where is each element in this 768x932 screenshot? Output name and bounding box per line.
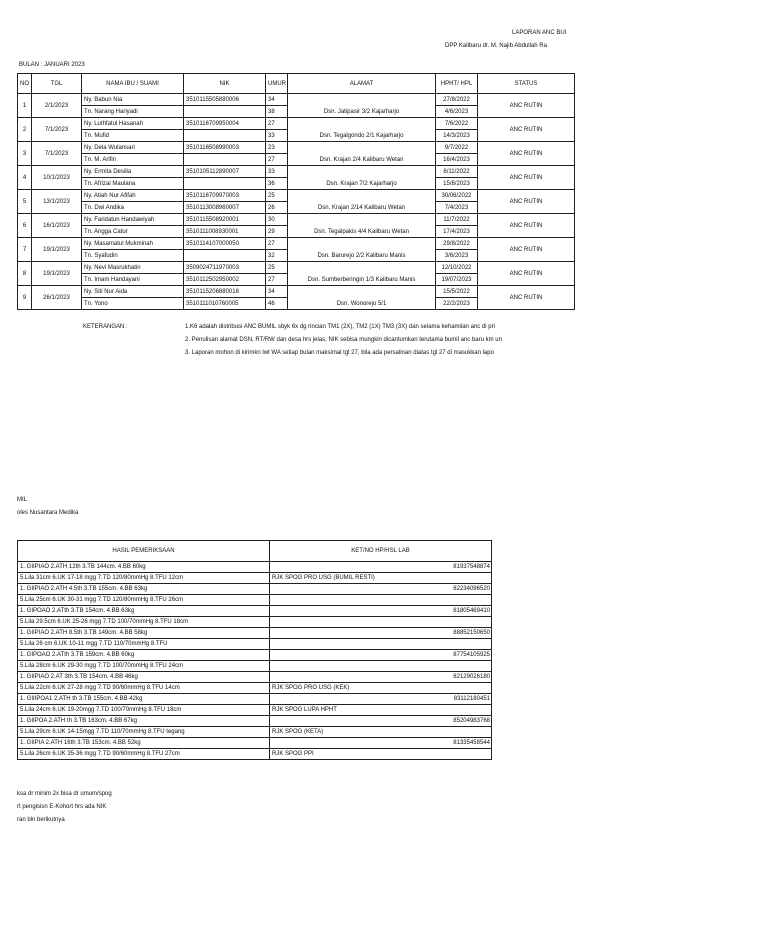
footer-note-2: rt pengisisn E-Kohort hrs ada NIK [17, 804, 107, 810]
cell-nik-ibu: 3510115206880018 [184, 286, 266, 298]
cell-hasil: 1. GIIPIAO 2.ATH 8.5th 3.TB 149cm. 4.BB 58kg [18, 628, 270, 639]
cell-status: ANC RUTIN [478, 214, 575, 238]
footer-note-3: ran bln berikutnya [17, 817, 65, 823]
cell-hpl: 15/8/2023 [436, 178, 478, 190]
cell-ket [270, 628, 492, 639]
cell-tgl: 7/1/2023 [32, 142, 82, 166]
cell-nik-suami [184, 106, 266, 118]
cell-ket [270, 672, 492, 683]
table-row [18, 705, 492, 716]
cell-nama-ibu: Ny. Dela Wulansari [82, 142, 184, 154]
cell-umur-suami: 38 [266, 106, 288, 118]
cell-hpht: 11/7/2022 [436, 214, 478, 226]
cell-hasil: 5.Lila 31cm 6.UK 17-18 mgg 7.TD 120/80mmHg 8.TFU 12cm [18, 573, 270, 584]
cell-hpl: 3/6/2023 [436, 250, 478, 262]
cell-ket [270, 683, 492, 694]
hasil-table-header [18, 541, 492, 562]
cell-tgl: 26/1/2023 [32, 286, 82, 310]
cell-alamat: Dsn. Wonorejo 5/1 [288, 286, 436, 310]
cell-ket [270, 573, 492, 584]
cell-ket [270, 738, 492, 749]
cell-status: ANC RUTIN [478, 142, 575, 166]
cell-nik-suami: 3510113008960007 [184, 202, 266, 214]
cell-hasil: 1. GIIPOA 2.ATH th 3.TB 163cm. 4.BB 67kg [18, 716, 270, 727]
cell-nama-suami: Tn. Angga Catur [82, 226, 184, 238]
cell-hpht: 29/8/2022 [436, 238, 478, 250]
cell-no: 5 [18, 190, 32, 214]
footer-note-1: ksa dr minim 2x bisa dr umum/spog [17, 791, 112, 797]
cell-ket-text: RJK SPOG PRO USG (KEK) [272, 685, 350, 691]
cell-ket [270, 617, 492, 628]
cell-nama-ibu: Ny. Atiah Nur Afifah [82, 190, 184, 202]
cell-alamat: Dsn. Krajan 2/14 Kalibaru Wetan [288, 190, 436, 214]
table-row [18, 727, 492, 738]
cell-tgl: 16/1/2023 [32, 214, 82, 238]
cell-status: ANC RUTIN [478, 286, 575, 310]
cell-hpl: 4/6/2023 [436, 106, 478, 118]
cell-status: ANC RUTIN [478, 118, 575, 142]
cell-ket [270, 584, 492, 595]
cell-alamat: Dsn. Tegalgondo 2/1 Kajarharjo [288, 118, 436, 142]
cell-tgl: 10/1/2023 [32, 166, 82, 190]
cell-ket [270, 661, 492, 672]
cell-umur-ibu: 27 [266, 118, 288, 130]
table-row [18, 573, 492, 584]
cell-tgl: 7/1/2023 [32, 118, 82, 142]
cell-hasil: 1. GIIPIAO 2.ATH 12th 3.TB 144cm. 4.BB 60kg [18, 562, 270, 573]
cell-alamat: Dsn. Barurejo 2/2 Kalibaru Manis [288, 238, 436, 262]
keterangan-note-1: 1.K6 adalah distribusi ANC BUMIL sbyk 6x dg rincian TM1 (2X), TM2 (1X) TM3 (3X) dan selama kehamilan anc di pri [185, 324, 495, 330]
cell-hpht: 12/10/2022 [436, 262, 478, 274]
table-row [18, 584, 492, 595]
cell-umur-ibu: 34 [266, 94, 288, 106]
cell-hp: 83112180451 [453, 696, 490, 702]
page2-line-1: MIL [17, 497, 28, 503]
cell-nik-ibu: 3510114107000050 [184, 238, 266, 250]
table-row [18, 166, 575, 178]
keterangan-note-2: 2. Penulisan alamat DSN, RT/RW dan desa hrs jelas, NIK sebisa mungkin dicantumkan terutama bumil anc baru km un [185, 337, 502, 343]
cell-ket-text: RJK SPOG LUPA HPHT [272, 707, 337, 713]
cell-hp: 82129026180 [453, 674, 490, 680]
cell-umur-suami: 32 [266, 250, 288, 262]
cell-hasil: 5.Lila 26cm 6.UK 35-36 mgg 7.TD 90/60mmHg 8.TFU 27cm [18, 749, 270, 760]
cell-status: ANC RUTIN [478, 166, 575, 190]
cell-umur-ibu: 25 [266, 190, 288, 202]
cell-nama-suami: Tn. M. Arifin [82, 154, 184, 166]
col-ket: KET/NO HP/HSL LAB [270, 541, 492, 562]
cell-hpl: 16/4/2023 [436, 154, 478, 166]
cell-ket-text: RJK SPOG PRO USG (BUMIL RESTI) [272, 575, 375, 581]
cell-nama-ibu: Ny. Siti Nur Aida [82, 286, 184, 298]
cell-ket [270, 749, 492, 760]
col-no: NO [18, 74, 32, 94]
cell-hp: 81335458544 [453, 740, 490, 746]
cell-umur-suami: 36 [266, 178, 288, 190]
table-row [18, 286, 575, 298]
cell-ket [270, 595, 492, 606]
keterangan-note-3: 3. Laporan mohon di kirimkn lwt WA setiap bulan maksimal tgl 27, bila ada persalinan diatas tgl 27 di masukkan lapo [185, 350, 494, 356]
cell-no: 6 [18, 214, 32, 238]
cell-umur-suami: 46 [266, 298, 288, 310]
cell-alamat: Dsn. Tegalpakis 4/4 Kalibaru Wetan [288, 214, 436, 238]
cell-status: ANC RUTIN [478, 94, 575, 118]
cell-hpl: 22/2/2023 [436, 298, 478, 310]
cell-hp: 81805469410 [453, 608, 490, 614]
col-hasil: HASIL PEMERIKSAAN [18, 541, 270, 562]
table-row [18, 749, 492, 760]
cell-nik-suami [184, 130, 266, 142]
cell-nik-ibu: 3510116709950004 [184, 118, 266, 130]
cell-hasil: 1. GIIPIAO 2.AT 3th 3.TB 154cm. 4.BB 46kg [18, 672, 270, 683]
cell-no: 4 [18, 166, 32, 190]
table-row [18, 238, 575, 250]
cell-ket [270, 639, 492, 650]
cell-umur-ibu: 23 [266, 142, 288, 154]
table-row [18, 142, 575, 154]
table-row [18, 683, 492, 694]
cell-nama-ibu: Ny. Masamatul Mukminah [82, 238, 184, 250]
cell-hpht: 9/7/2022 [436, 142, 478, 154]
cell-nik-suami [184, 178, 266, 190]
cell-hpl: 19/07/2023 [436, 274, 478, 286]
cell-hasil: 1. GIIPIAO 2.ATH 4.5th 3.TB 155cm. 4.BB 63kg [18, 584, 270, 595]
cell-hasil: 5.Lila 29cm 6.UK 14-15mgg 7.TD 110/70mmHg 8.TFU tegang [18, 727, 270, 738]
cell-no: 8 [18, 262, 32, 286]
cell-hpht: 27/8/2022 [436, 94, 478, 106]
cell-no: 3 [18, 142, 32, 166]
anc-table-header [18, 74, 575, 94]
cell-nik-suami: 3510111010760005 [184, 298, 266, 310]
cell-status: ANC RUTIN [478, 262, 575, 286]
table-row [18, 650, 492, 661]
cell-nama-suami: Tn. Afrizal Maulana [82, 178, 184, 190]
cell-nik-ibu: 3510115508920001 [184, 214, 266, 226]
cell-umur-ibu: 34 [266, 286, 288, 298]
cell-hasil: 5.Lila 25cm 6.UK 30-31 mgg 7.TD 120/80mmHg 8.TFU 26cm [18, 595, 270, 606]
cell-umur-ibu: 27 [266, 238, 288, 250]
cell-nama-suami: Tn. Narang Hariyadi [82, 106, 184, 118]
col-alamat: ALAMAT [288, 74, 436, 94]
cell-nik-ibu: 3510116709970003 [184, 190, 266, 202]
cell-hp: 87754105925 [453, 652, 490, 658]
cell-umur-suami: 27 [266, 274, 288, 286]
table-row [18, 672, 492, 683]
cell-nik-suami [184, 250, 266, 262]
table-row [18, 716, 492, 727]
cell-alamat: Dsn. Sumberberingin 1/3 Kalibaru Manis [288, 262, 436, 286]
cell-umur-suami: 29 [266, 226, 288, 238]
cell-tgl: 13/1/2023 [32, 190, 82, 214]
cell-ket [270, 650, 492, 661]
cell-nama-suami: Tn. Syafudin [82, 250, 184, 262]
page2-line-2: oles Nusantara Medika [17, 510, 79, 516]
cell-nama-suami: Tn. Imam Handayani [82, 274, 184, 286]
hasil-table [17, 540, 492, 760]
cell-alamat: Dsn. Jatipasir 3/2 Kajarharjo [288, 94, 436, 118]
cell-umur-ibu: 25 [266, 262, 288, 274]
cell-umur-suami: 33 [266, 130, 288, 142]
cell-ket-text: RJK SPOG (KETA) [272, 729, 324, 735]
cell-umur-suami: 26 [266, 202, 288, 214]
cell-hp: 85204983768 [453, 718, 490, 724]
report-subtitle: DPP Kalibaru dr. M. Najib Abdullah Ra [445, 43, 547, 49]
cell-nama-ibu: Ny. Babun Nia [82, 94, 184, 106]
cell-ket-text: RJK SPOG PPI [272, 751, 314, 757]
cell-tgl: 2/1/2023 [32, 94, 82, 118]
cell-hasil: 1. GIPOAO 2.ATth 3.TB 159cm. 4.BB 60kg [18, 650, 270, 661]
cell-nama-suami: Tn. Yono [82, 298, 184, 310]
cell-tgl: 19/1/2023 [32, 262, 82, 286]
cell-hasil: 5.Lila 22cm 6.UK 27-28 mgg 7.TD 90/60mmHg 8.TFU 14cm [18, 683, 270, 694]
cell-no: 9 [18, 286, 32, 310]
cell-ket [270, 727, 492, 738]
table-row [18, 595, 492, 606]
col-hpht: HPHT/ HPL [436, 74, 478, 94]
col-status: STATUS [478, 74, 575, 94]
cell-hasil: 1. GIIPIA 2.ATH 16th 3.TB 153cm. 4.BB 52kg [18, 738, 270, 749]
table-row [18, 118, 575, 130]
cell-nama-ibu: Ny. Luthfatul Hasanah [82, 118, 184, 130]
cell-hasil: 5.Lila 28cm 6.UK 29-30 mgg 7.TD 100/70mmHg 8.TFU 24cm [18, 661, 270, 672]
cell-hpl: 17/4/2023 [436, 226, 478, 238]
cell-nik-ibu: 3509024711970003 [184, 262, 266, 274]
table-row [18, 661, 492, 672]
cell-hp: 81937548874 [453, 564, 490, 570]
cell-nama-ibu: Ny. Nevi Masrukhatin [82, 262, 184, 274]
cell-nik-ibu: 3510105112890007 [184, 166, 266, 178]
cell-umur-ibu: 30 [266, 214, 288, 226]
cell-status: ANC RUTIN [478, 238, 575, 262]
cell-hasil: 5.Lila 24cm 6.UK 19-20mgg 7.TD 100/70mmHg 8.TFU 18cm [18, 705, 270, 716]
cell-hp: 82234096520 [453, 586, 490, 592]
table-row [18, 639, 492, 650]
cell-nik-suami: 3510112502950002 [184, 274, 266, 286]
cell-alamat: Dsn. Krajan 7/2 Kajarharjo [288, 166, 436, 190]
table-row [18, 617, 492, 628]
table-row [18, 562, 492, 573]
cell-hpht: 7/6/2022 [436, 118, 478, 130]
cell-hpht: 8/11/2022 [436, 166, 478, 178]
cell-hasil: 1. GIIIPOA1 2.ATH th 3.TB 155cm. 4.BB 42kg [18, 694, 270, 705]
cell-hpl: 7/4/2023 [436, 202, 478, 214]
cell-hasil: 5.Lila 26 cm 6.UK 10-11 mgg 7.TD 110/70mmHg 8.TFU [18, 639, 270, 650]
cell-hp: 88852150650 [453, 630, 490, 636]
cell-nama-suami: Tn. Dwi Andika [82, 202, 184, 214]
cell-tgl: 19/1/2023 [32, 238, 82, 262]
cell-ket [270, 694, 492, 705]
cell-nik-suami: 3510111008930001 [184, 226, 266, 238]
cell-hasil: 1. GIPOAO 2.ATth 3.TB 154cm. 4.BB 63kg [18, 606, 270, 617]
cell-no: 7 [18, 238, 32, 262]
cell-umur-ibu: 33 [266, 166, 288, 178]
report-month: BULAN : JANUARI 2023 [19, 62, 85, 68]
col-umur: UMUR [266, 74, 288, 94]
cell-nama-ibu: Ny. Faridatun Handawiyah [82, 214, 184, 226]
cell-alamat: Dsn. Krajan 2/4 Kalibaru Wetan [288, 142, 436, 166]
col-nama: NAMA IBU / SUAMI [82, 74, 184, 94]
cell-ket [270, 705, 492, 716]
table-row [18, 94, 575, 106]
cell-hpht: 30/06/2022 [436, 190, 478, 202]
table-row [18, 606, 492, 617]
cell-ket [270, 716, 492, 727]
table-row [18, 694, 492, 705]
cell-hpht: 15/5/2022 [436, 286, 478, 298]
cell-nik-suami [184, 154, 266, 166]
cell-hasil: 5.Lila 29.5cm 6.UK 25-26 mgg 7.TD 100/70mmHg 8.TFU 18cm [18, 617, 270, 628]
table-row [18, 628, 492, 639]
table-row [18, 190, 575, 202]
anc-table [17, 73, 575, 310]
cell-nik-ibu: 3510116508990003 [184, 142, 266, 154]
cell-ket [270, 562, 492, 573]
cell-nama-ibu: Ny. Ermita Desilia [82, 166, 184, 178]
table-row [18, 738, 492, 749]
table-row [18, 214, 575, 226]
cell-no: 1 [18, 94, 32, 118]
cell-hpl: 14/3/2023 [436, 130, 478, 142]
table-row [18, 262, 575, 274]
cell-umur-suami: 27 [266, 154, 288, 166]
report-title: LAPORAN ANC BUI [512, 30, 567, 36]
keterangan-label: KETERANGAN : [83, 324, 128, 330]
cell-ket [270, 606, 492, 617]
cell-no: 2 [18, 118, 32, 142]
cell-nik-ibu: 3510115505880006 [184, 94, 266, 106]
col-tgl: TGL [32, 74, 82, 94]
cell-nama-suami: Tn. Mufid [82, 130, 184, 142]
col-nik: NIK [184, 74, 266, 94]
cell-status: ANC RUTIN [478, 190, 575, 214]
